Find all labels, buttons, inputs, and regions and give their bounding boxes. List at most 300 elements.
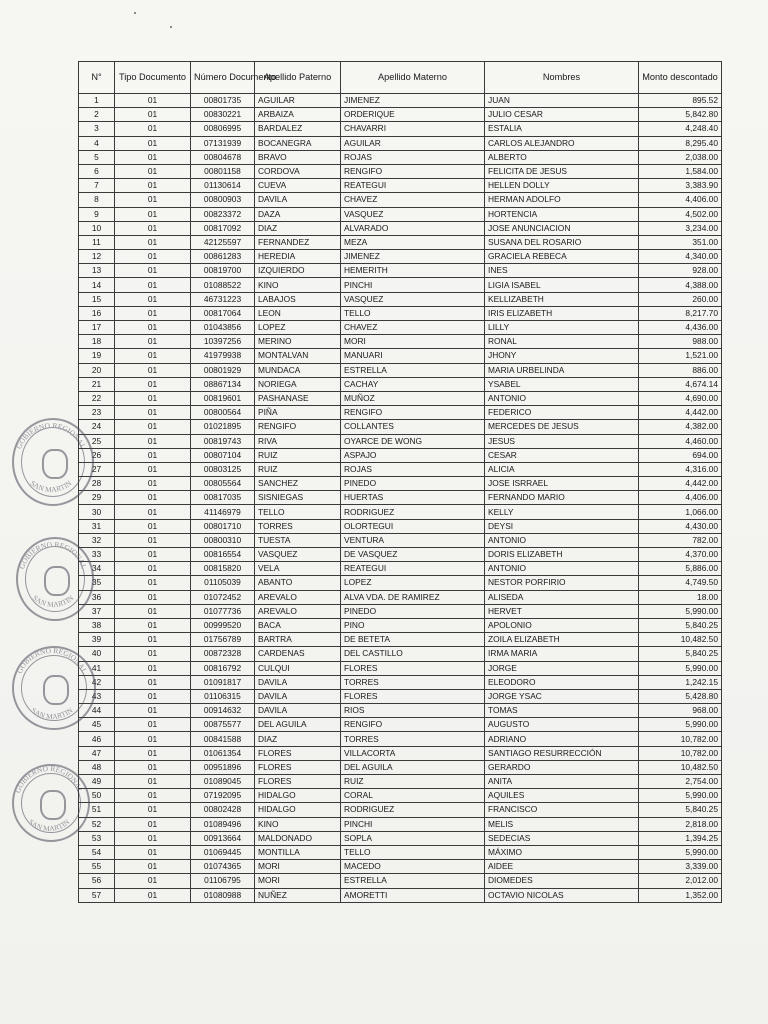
table-row: [79, 760, 722, 774]
nombres-cell: KELLY: [485, 505, 639, 519]
numero-documento-cell: 00801929: [191, 363, 255, 377]
row-number-cell: 15: [79, 292, 115, 306]
table-row: [79, 704, 722, 718]
numero-documento-cell: 07192095: [191, 789, 255, 803]
row-number-cell: 8: [79, 193, 115, 207]
table-row: [79, 860, 722, 874]
apellido-paterno-cell: DAVILA: [255, 704, 341, 718]
tipo-documento-cell: 01: [115, 434, 191, 448]
row-number-cell: 7: [79, 179, 115, 193]
numero-documento-cell: 00951896: [191, 760, 255, 774]
apellido-materno-cell: ORDERIQUE: [341, 108, 485, 122]
nombres-cell: JHONY: [485, 349, 639, 363]
apellido-materno-cell: TORRES: [341, 675, 485, 689]
official-seal-stamp: [12, 418, 94, 506]
table-row: [79, 548, 722, 562]
apellido-materno-cell: ESTRELLA: [341, 874, 485, 888]
apellido-materno-cell: RENGIFO: [341, 164, 485, 178]
numero-documento-cell: 00800903: [191, 193, 255, 207]
apellido-materno-cell: FLORES: [341, 689, 485, 703]
table-row: [79, 235, 722, 249]
row-number-cell: 23: [79, 406, 115, 420]
table-row: [79, 789, 722, 803]
apellido-paterno-cell: DAVILA: [255, 193, 341, 207]
table-row: [79, 888, 722, 902]
table-row: [79, 292, 722, 306]
numero-documento-cell: 01106315: [191, 689, 255, 703]
apellido-materno-cell: VASQUEZ: [341, 292, 485, 306]
nombres-cell: JUAN: [485, 94, 639, 108]
nombres-cell: YSABEL: [485, 377, 639, 391]
apellido-materno-cell: MUÑOZ: [341, 391, 485, 405]
apellido-materno-cell: TORRES: [341, 732, 485, 746]
apellido-materno-cell: RIOS: [341, 704, 485, 718]
apellido-paterno-cell: MONTALVAN: [255, 349, 341, 363]
nombres-cell: INES: [485, 264, 639, 278]
numero-documento-cell: 01088522: [191, 278, 255, 292]
table-body: [79, 94, 722, 903]
seal-text: GOBIERNO REGIONAL: [14, 420, 88, 451]
numero-documento-cell: 00800564: [191, 406, 255, 420]
apellido-materno-cell: AGUILAR: [341, 136, 485, 150]
numero-documento-cell: 00819601: [191, 391, 255, 405]
monto-descontado-cell: 5,990.00: [639, 718, 722, 732]
official-seal-stamp: [12, 764, 90, 842]
row-number-cell: 37: [79, 604, 115, 618]
apellido-paterno-cell: KINO: [255, 817, 341, 831]
table-row: [79, 278, 722, 292]
nombres-cell: FELICITA DE JESUS: [485, 164, 639, 178]
apellido-paterno-cell: ABANTO: [255, 576, 341, 590]
numero-documento-cell: 00806995: [191, 122, 255, 136]
row-number-cell: 11: [79, 235, 115, 249]
header-tipo-documento: Tipo Documento: [115, 62, 191, 94]
nombres-cell: LIGIA ISABEL: [485, 278, 639, 292]
tipo-documento-cell: 01: [115, 278, 191, 292]
apellido-paterno-cell: CARDENAS: [255, 647, 341, 661]
apellido-paterno-cell: LOPEZ: [255, 321, 341, 335]
row-number-cell: 28: [79, 477, 115, 491]
numero-documento-cell: 01074365: [191, 860, 255, 874]
monto-descontado-cell: 968.00: [639, 704, 722, 718]
apellido-materno-cell: DEL AGUILA: [341, 760, 485, 774]
table-row: [79, 448, 722, 462]
table-row: [79, 817, 722, 831]
apellido-materno-cell: HEMERITH: [341, 264, 485, 278]
monto-descontado-cell: 1,352.00: [639, 888, 722, 902]
row-number-cell: 33: [79, 548, 115, 562]
monto-descontado-cell: 5,428.80: [639, 689, 722, 703]
apellido-paterno-cell: AREVALO: [255, 604, 341, 618]
apellido-materno-cell: COLLANTES: [341, 420, 485, 434]
apellido-materno-cell: TELLO: [341, 306, 485, 320]
apellido-paterno-cell: DIAZ: [255, 732, 341, 746]
apellido-paterno-cell: RENGIFO: [255, 420, 341, 434]
apellido-paterno-cell: NUÑEZ: [255, 888, 341, 902]
monto-descontado-cell: 1,242.15: [639, 675, 722, 689]
row-number-cell: 19: [79, 349, 115, 363]
table-row: [79, 604, 722, 618]
nombres-cell: GRACIELA REBECA: [485, 250, 639, 264]
table-row: [79, 505, 722, 519]
apellido-materno-cell: AMORETTI: [341, 888, 485, 902]
apellido-materno-cell: ROJAS: [341, 462, 485, 476]
row-number-cell: 25: [79, 434, 115, 448]
apellido-paterno-cell: SISNIEGAS: [255, 491, 341, 505]
tipo-documento-cell: 01: [115, 391, 191, 405]
row-number-cell: 53: [79, 831, 115, 845]
monto-descontado-cell: 10,482.50: [639, 633, 722, 647]
monto-descontado-cell: 8,295.40: [639, 136, 722, 150]
apellido-materno-cell: RUIZ: [341, 775, 485, 789]
row-number-cell: 49: [79, 775, 115, 789]
nombres-cell: ANTONIO: [485, 562, 639, 576]
scan-speck: [134, 12, 136, 14]
apellido-paterno-cell: VASQUEZ: [255, 548, 341, 562]
apellido-materno-cell: LOPEZ: [341, 576, 485, 590]
nombres-cell: RONAL: [485, 335, 639, 349]
tipo-documento-cell: 01: [115, 519, 191, 533]
tipo-documento-cell: 01: [115, 760, 191, 774]
apellido-materno-cell: REATEGUI: [341, 562, 485, 576]
apellido-materno-cell: MEZA: [341, 235, 485, 249]
apellido-paterno-cell: MALDONADO: [255, 831, 341, 845]
table-row: [79, 179, 722, 193]
numero-documento-cell: 01072452: [191, 590, 255, 604]
row-number-cell: 39: [79, 633, 115, 647]
apellido-paterno-cell: AGUILAR: [255, 94, 341, 108]
table-row: [79, 562, 722, 576]
numero-documento-cell: 00816792: [191, 661, 255, 675]
apellido-materno-cell: PINEDO: [341, 477, 485, 491]
table-row: [79, 406, 722, 420]
numero-documento-cell: 00817092: [191, 221, 255, 235]
row-number-cell: 38: [79, 618, 115, 632]
monto-descontado-cell: 4,340.00: [639, 250, 722, 264]
tipo-documento-cell: 01: [115, 179, 191, 193]
table-row: [79, 618, 722, 632]
tipo-documento-cell: 01: [115, 292, 191, 306]
header-apellido-paterno: Apellido Paterno: [255, 62, 341, 94]
row-number-cell: 2: [79, 108, 115, 122]
nombres-cell: ANTONIO: [485, 391, 639, 405]
monto-descontado-cell: 3,234.00: [639, 221, 722, 235]
nombres-cell: SANTIAGO RESURRECCIÓN: [485, 746, 639, 760]
nombres-cell: ESTALIA: [485, 122, 639, 136]
table-row: [79, 221, 722, 235]
numero-documento-cell: 00841588: [191, 732, 255, 746]
tipo-documento-cell: 01: [115, 633, 191, 647]
row-number-cell: 3: [79, 122, 115, 136]
nombres-cell: MELIS: [485, 817, 639, 831]
apellido-paterno-cell: BACA: [255, 618, 341, 632]
tipo-documento-cell: 01: [115, 803, 191, 817]
row-number-cell: 10: [79, 221, 115, 235]
nombres-cell: JORGE YSAC: [485, 689, 639, 703]
numero-documento-cell: 10397256: [191, 335, 255, 349]
tipo-documento-cell: 01: [115, 845, 191, 859]
tipo-documento-cell: 01: [115, 718, 191, 732]
row-number-cell: 46: [79, 732, 115, 746]
numero-documento-cell: 00804678: [191, 150, 255, 164]
monto-descontado-cell: 4,406.00: [639, 193, 722, 207]
monto-descontado-cell: 5,990.00: [639, 845, 722, 859]
monto-descontado-cell: 886.00: [639, 363, 722, 377]
table-row: [79, 150, 722, 164]
monto-descontado-cell: 5,990.00: [639, 604, 722, 618]
tipo-documento-cell: 01: [115, 207, 191, 221]
nombres-cell: JOSE ISRRAEL: [485, 477, 639, 491]
tipo-documento-cell: 01: [115, 746, 191, 760]
monto-descontado-cell: 928.00: [639, 264, 722, 278]
nombres-cell: JESUS: [485, 434, 639, 448]
apellido-materno-cell: RODRIGUEZ: [341, 803, 485, 817]
tipo-documento-cell: 01: [115, 775, 191, 789]
apellido-materno-cell: MACEDO: [341, 860, 485, 874]
numero-documento-cell: 01756789: [191, 633, 255, 647]
nombres-cell: ALICIA: [485, 462, 639, 476]
numero-documento-cell: 01021895: [191, 420, 255, 434]
row-number-cell: 4: [79, 136, 115, 150]
apellido-materno-cell: DE VASQUEZ: [341, 548, 485, 562]
apellido-paterno-cell: DAZA: [255, 207, 341, 221]
tipo-documento-cell: 01: [115, 533, 191, 547]
nombres-cell: IRIS ELIZABETH: [485, 306, 639, 320]
table-row: [79, 349, 722, 363]
monto-descontado-cell: 2,818.00: [639, 817, 722, 831]
seal-text: SAN MARTIN: [29, 705, 75, 722]
apellido-materno-cell: REATEGUI: [341, 179, 485, 193]
apellido-materno-cell: DEL CASTILLO: [341, 647, 485, 661]
nombres-cell: SUSANA DEL ROSARIO: [485, 235, 639, 249]
apellido-materno-cell: VENTURA: [341, 533, 485, 547]
nombres-cell: AIDEE: [485, 860, 639, 874]
numero-documento-cell: 00875577: [191, 718, 255, 732]
apellido-materno-cell: OYARCE DE WONG: [341, 434, 485, 448]
tipo-documento-cell: 01: [115, 548, 191, 562]
nombres-cell: HELLEN DOLLY: [485, 179, 639, 193]
seal-text: GOBIERNO REGIONAL: [14, 646, 90, 675]
apellido-paterno-cell: HIDALGO: [255, 803, 341, 817]
apellido-materno-cell: CHAVARRI: [341, 122, 485, 136]
table-row: [79, 533, 722, 547]
tipo-documento-cell: 01: [115, 235, 191, 249]
apellido-paterno-cell: FLORES: [255, 775, 341, 789]
table-row: [79, 420, 722, 434]
numero-documento-cell: 01105039: [191, 576, 255, 590]
row-number-cell: 12: [79, 250, 115, 264]
monto-descontado-cell: 10,482.50: [639, 760, 722, 774]
header-numero-documento: Número Documento: [191, 62, 255, 94]
apellido-materno-cell: PINCHI: [341, 278, 485, 292]
table-row: [79, 874, 722, 888]
numero-documento-cell: 41979938: [191, 349, 255, 363]
row-number-cell: 26: [79, 448, 115, 462]
nombres-cell: MÁXIMO: [485, 845, 639, 859]
monto-descontado-cell: 18.00: [639, 590, 722, 604]
header-nombres: Nombres: [485, 62, 639, 94]
row-number-cell: 9: [79, 207, 115, 221]
numero-documento-cell: 00913664: [191, 831, 255, 845]
apellido-materno-cell: JIMENEZ: [341, 94, 485, 108]
tipo-documento-cell: 01: [115, 122, 191, 136]
apellido-materno-cell: ESTRELLA: [341, 363, 485, 377]
numero-documento-cell: 00819743: [191, 434, 255, 448]
numero-documento-cell: 00805564: [191, 477, 255, 491]
monto-descontado-cell: 4,370.00: [639, 548, 722, 562]
table-row: [79, 363, 722, 377]
nombres-cell: AUGUSTO: [485, 718, 639, 732]
nombres-cell: GERARDO: [485, 760, 639, 774]
apellido-materno-cell: OLORTEGUI: [341, 519, 485, 533]
apellido-paterno-cell: BARDALEZ: [255, 122, 341, 136]
apellido-paterno-cell: AREVALO: [255, 590, 341, 604]
tipo-documento-cell: 01: [115, 363, 191, 377]
numero-documento-cell: 01106795: [191, 874, 255, 888]
row-number-cell: 35: [79, 576, 115, 590]
numero-documento-cell: 01130614: [191, 179, 255, 193]
nombres-cell: MARIA URBELINDA: [485, 363, 639, 377]
table-row: [79, 633, 722, 647]
apellido-materno-cell: CHAVEZ: [341, 193, 485, 207]
table-row: [79, 590, 722, 604]
tipo-documento-cell: 01: [115, 618, 191, 632]
apellido-paterno-cell: KINO: [255, 278, 341, 292]
tipo-documento-cell: 01: [115, 94, 191, 108]
monto-descontado-cell: 2,038.00: [639, 150, 722, 164]
monto-descontado-cell: 988.00: [639, 335, 722, 349]
row-number-cell: 30: [79, 505, 115, 519]
apellido-materno-cell: ASPAJO: [341, 448, 485, 462]
table-row: [79, 519, 722, 533]
row-number-cell: 6: [79, 164, 115, 178]
nombres-cell: ANITA: [485, 775, 639, 789]
apellido-paterno-cell: MORI: [255, 874, 341, 888]
row-number-cell: 14: [79, 278, 115, 292]
nombres-cell: ZOILA ELIZABETH: [485, 633, 639, 647]
apellido-materno-cell: DE BETETA: [341, 633, 485, 647]
tipo-documento-cell: 01: [115, 108, 191, 122]
row-number-cell: 31: [79, 519, 115, 533]
apellido-paterno-cell: NORIEGA: [255, 377, 341, 391]
table-row: [79, 732, 722, 746]
tipo-documento-cell: 01: [115, 420, 191, 434]
tipo-documento-cell: 01: [115, 562, 191, 576]
apellido-materno-cell: ALVARADO: [341, 221, 485, 235]
row-number-cell: 44: [79, 704, 115, 718]
tipo-documento-cell: 01: [115, 689, 191, 703]
apellido-paterno-cell: TORRES: [255, 519, 341, 533]
monto-descontado-cell: 2,754.00: [639, 775, 722, 789]
row-number-cell: 51: [79, 803, 115, 817]
monto-descontado-cell: 4,674.14: [639, 377, 722, 391]
table-row: [79, 122, 722, 136]
row-number-cell: 36: [79, 590, 115, 604]
table-row: [79, 831, 722, 845]
apellido-paterno-cell: HEREDIA: [255, 250, 341, 264]
tipo-documento-cell: 01: [115, 406, 191, 420]
monto-descontado-cell: 3,339.00: [639, 860, 722, 874]
apellido-paterno-cell: HIDALGO: [255, 789, 341, 803]
apellido-materno-cell: RENGIFO: [341, 406, 485, 420]
tipo-documento-cell: 01: [115, 193, 191, 207]
apellido-materno-cell: SOPLA: [341, 831, 485, 845]
seal-text: SAN MARTIN: [28, 478, 74, 495]
apellido-paterno-cell: BARTRA: [255, 633, 341, 647]
apellido-paterno-cell: MORI: [255, 860, 341, 874]
numero-documento-cell: 01091817: [191, 675, 255, 689]
nombres-cell: ANTONIO: [485, 533, 639, 547]
tipo-documento-cell: 01: [115, 604, 191, 618]
nombres-cell: FEDERICO: [485, 406, 639, 420]
tipo-documento-cell: 01: [115, 704, 191, 718]
numero-documento-cell: 00801158: [191, 164, 255, 178]
apellido-materno-cell: CORAL: [341, 789, 485, 803]
monto-descontado-cell: 2,012.00: [639, 874, 722, 888]
tipo-documento-cell: 01: [115, 831, 191, 845]
row-number-cell: 57: [79, 888, 115, 902]
nombres-cell: HERMAN ADOLFO: [485, 193, 639, 207]
apellido-paterno-cell: SANCHEZ: [255, 477, 341, 491]
official-seal-stamp: [12, 646, 96, 730]
monto-descontado-cell: 10,782.00: [639, 746, 722, 760]
seal-text: GOBIERNO REGIONAL: [13, 764, 85, 795]
row-number-cell: 5: [79, 150, 115, 164]
apellido-materno-cell: ROJAS: [341, 150, 485, 164]
numero-documento-cell: 00801735: [191, 94, 255, 108]
numero-documento-cell: 41146979: [191, 505, 255, 519]
nombres-cell: ALISEDA: [485, 590, 639, 604]
numero-documento-cell: 00830221: [191, 108, 255, 122]
monto-descontado-cell: 1,584.00: [639, 164, 722, 178]
apellido-paterno-cell: BOCANEGRA: [255, 136, 341, 150]
tipo-documento-cell: 01: [115, 675, 191, 689]
nombres-cell: SEDECIAS: [485, 831, 639, 845]
nombres-cell: MERCEDES DE JESUS: [485, 420, 639, 434]
tipo-documento-cell: 01: [115, 590, 191, 604]
tipo-documento-cell: 01: [115, 250, 191, 264]
monto-descontado-cell: 1,521.00: [639, 349, 722, 363]
table-row: [79, 477, 722, 491]
apellido-paterno-cell: IZQUIERDO: [255, 264, 341, 278]
numero-documento-cell: 00800310: [191, 533, 255, 547]
apellido-paterno-cell: FERNANDEZ: [255, 235, 341, 249]
monto-descontado-cell: 4,749.50: [639, 576, 722, 590]
numero-documento-cell: 00861283: [191, 250, 255, 264]
monto-descontado-cell: 1,394.25: [639, 831, 722, 845]
apellido-paterno-cell: BRAVO: [255, 150, 341, 164]
apellido-materno-cell: PINCHI: [341, 817, 485, 831]
apellido-materno-cell: MORI: [341, 335, 485, 349]
apellido-materno-cell: VILLACORTA: [341, 746, 485, 760]
apellido-materno-cell: VASQUEZ: [341, 207, 485, 221]
monto-descontado-cell: 4,460.00: [639, 434, 722, 448]
numero-documento-cell: 00817064: [191, 306, 255, 320]
seal-text: SAN MARTIN: [30, 593, 76, 610]
table-row: [79, 94, 722, 108]
tipo-documento-cell: 01: [115, 647, 191, 661]
nombres-cell: AQUILES: [485, 789, 639, 803]
row-number-cell: 56: [79, 874, 115, 888]
nombres-cell: ELEODORO: [485, 675, 639, 689]
apellido-materno-cell: RODRIGUEZ: [341, 505, 485, 519]
apellido-paterno-cell: TUESTA: [255, 533, 341, 547]
table-row: [79, 718, 722, 732]
numero-documento-cell: 01077736: [191, 604, 255, 618]
monto-descontado-cell: 895.52: [639, 94, 722, 108]
apellido-materno-cell: MANUARI: [341, 349, 485, 363]
nombres-cell: HERVET: [485, 604, 639, 618]
